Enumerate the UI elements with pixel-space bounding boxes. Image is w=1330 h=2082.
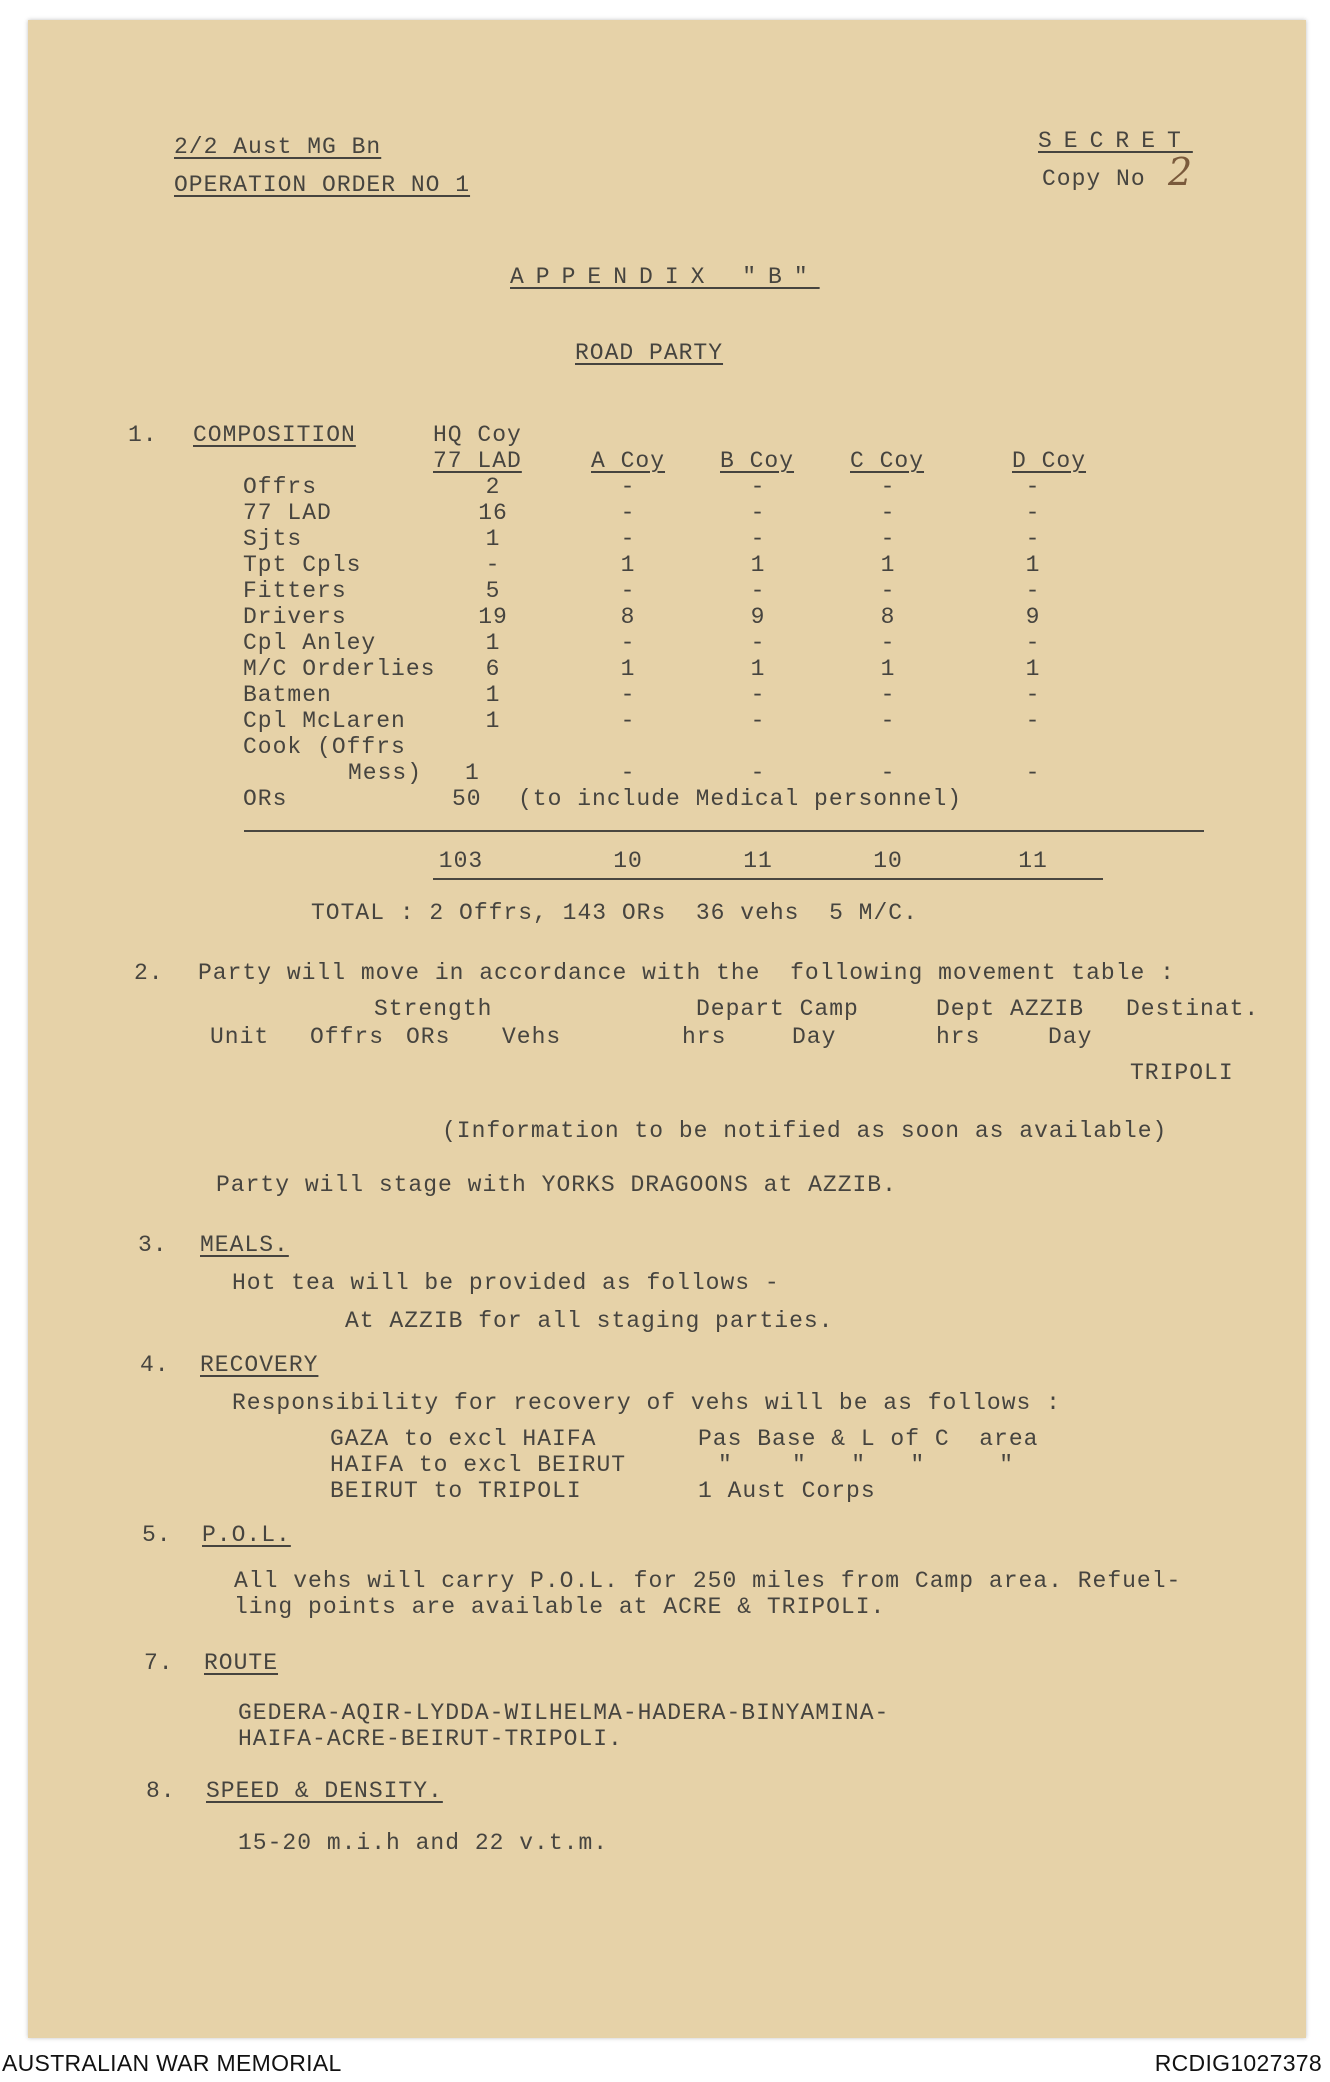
composition-cell-hq: 1 [485,526,501,552]
recovery-intro: Responsibility for recovery of vehs will be as follows : [232,1390,1061,1416]
composition-cell-hq: 6 [485,656,501,682]
vehs-col: Vehs [502,1024,562,1050]
composition-cell-c: - [880,526,896,552]
composition-cell-d: - [1025,474,1041,500]
composition-row-label: Fitters [243,578,347,604]
recovery-resp-3: 1 Aust Corps [698,1478,876,1504]
day-col-2: Day [1048,1024,1093,1050]
recovery-route-1: GAZA to excl HAIFA [330,1426,597,1452]
destination-header: Destinat. [1126,996,1260,1022]
composition-cell-d: - [1025,708,1041,734]
composition-row-label: Batmen [243,682,332,708]
composition-cell-c: 8 [880,604,896,630]
dept-azzib-header: Dept AZZIB [936,996,1085,1022]
composition-cell-b: - [750,526,766,552]
total-rule [244,830,1204,832]
section-1-number: 1. [128,422,158,448]
composition-cell-c: - [880,578,896,604]
strength-header: Strength [374,996,493,1022]
total-underline [433,878,1103,880]
col-b-coy: B Coy [720,448,795,474]
cook-label-cont: Mess) [348,760,423,786]
ors-hq-value: 50 [452,786,482,812]
composition-cell-d: 1 [1025,656,1041,682]
composition-row-label: 77 LAD [243,500,332,526]
ors-col: ORs [406,1024,451,1050]
composition-cell-c: - [880,630,896,656]
composition-cell-d: - [1025,578,1041,604]
composition-cell-a: 1 [620,656,636,682]
footer-reference: RCDIG1027378 [1154,2050,1322,2076]
composition-row-label: Drivers [243,604,347,630]
recovery-resp-1: Pas Base & L of C area [698,1426,1039,1452]
ors-note: (to include Medical personnel) [518,786,963,812]
cook-c-value: - [880,760,896,786]
composition-row-label: Tpt Cpls [243,552,362,578]
section-8-number: 8. [146,1778,176,1804]
route-line-1: GEDERA-AQIR-LYDDA-WILHELMA-HADERA-BINYAMINA- [238,1700,890,1726]
classification-label: SECRET [1038,128,1193,154]
unit-col: Unit [210,1024,270,1050]
recovery-heading: RECOVERY [200,1352,319,1378]
cook-a-value: - [620,760,636,786]
meals-heading: MEALS. [200,1232,289,1258]
composition-cell-a: 1 [620,552,636,578]
meals-line-2: At AZZIB for all staging parties. [345,1308,834,1334]
total-c: 10 [873,848,903,874]
composition-row-label: Offrs [243,474,318,500]
section-2-number: 2. [134,960,164,986]
col-a-coy: A Coy [591,448,666,474]
composition-cell-c: 1 [880,552,896,578]
day-col-1: Day [792,1024,837,1050]
col-hq-coy: HQ Coy [433,422,522,448]
footer-institution: AUSTRALIAN WAR MEMORIAL [2,2050,342,2076]
col-d-coy: D Coy [1012,448,1087,474]
section-7-number: 7. [144,1650,174,1676]
composition-cell-b: - [750,578,766,604]
total-d: 11 [1018,848,1048,874]
composition-row-label: Sjts [243,526,303,552]
pol-heading: P.O.L. [202,1522,291,1548]
recovery-route-2: HAIFA to excl BEIRUT [330,1452,627,1478]
col-77-lad: 77 LAD [433,448,522,474]
composition-cell-b: - [750,682,766,708]
composition-cell-hq: 16 [478,500,508,526]
meals-line-1: Hot tea will be provided as follows - [232,1270,780,1296]
cook-hq-value: 1 [465,760,480,786]
composition-cell-hq: - [485,552,501,578]
composition-cell-d: - [1025,682,1041,708]
total-a: 10 [613,848,643,874]
composition-cell-c: - [880,682,896,708]
speed-density-line: 15-20 m.i.h and 22 v.t.m. [238,1830,609,1856]
depart-camp-header: Depart Camp [696,996,859,1022]
speed-density-heading: SPEED & DENSITY. [206,1778,443,1804]
grand-total: TOTAL : 2 Offrs, 143 ORs 36 vehs 5 M/C. [311,900,918,926]
copy-number-handwritten: 2 [1168,150,1193,194]
composition-cell-b: - [750,708,766,734]
composition-cell-a: - [620,708,636,734]
composition-cell-b: 1 [750,656,766,682]
ors-label: ORs [243,786,288,812]
information-note: (Information to be notified as soon as available) [442,1118,1168,1144]
composition-cell-a: - [620,526,636,552]
offrs-col: Offrs [310,1024,385,1050]
recovery-resp-2: " " " " " [718,1452,1015,1478]
composition-cell-hq: 5 [485,578,501,604]
section-4-number: 4. [140,1352,170,1378]
composition-cell-hq: 1 [485,682,501,708]
composition-cell-c: 1 [880,656,896,682]
composition-cell-hq: 2 [485,474,501,500]
col-c-coy: C Coy [850,448,925,474]
composition-cell-c: - [880,708,896,734]
composition-cell-d: 9 [1025,604,1041,630]
pol-line-2: ling points are available at ACRE & TRIPOLI. [234,1594,886,1620]
composition-heading: COMPOSITION [193,422,356,448]
hrs-col-1: hrs [682,1024,727,1050]
composition-cell-d: - [1025,526,1041,552]
composition-cell-c: - [880,500,896,526]
composition-cell-a: - [620,630,636,656]
composition-row-label: M/C Orderlies [243,656,436,682]
appendix-title: APPENDIX "B" [510,264,820,290]
composition-cell-d: 1 [1025,552,1041,578]
destination-tripoli: TRIPOLI [1130,1060,1234,1086]
composition-cell-a: - [620,500,636,526]
order-heading: OPERATION ORDER NO 1 [174,172,471,198]
document-page [28,20,1306,2038]
composition-cell-c: - [880,474,896,500]
composition-cell-b: 9 [750,604,766,630]
composition-row-label: Cpl McLaren [243,708,406,734]
recovery-route-3: BEIRUT to TRIPOLI [330,1478,582,1504]
composition-cell-b: 1 [750,552,766,578]
road-party-subtitle: ROAD PARTY [575,340,724,366]
unit-heading: 2/2 Aust MG Bn [174,134,382,160]
cook-d-value: - [1025,760,1041,786]
cook-b-value: - [750,760,766,786]
total-b: 11 [743,848,773,874]
composition-cell-a: - [620,474,636,500]
section-5-number: 5. [142,1522,172,1548]
composition-cell-b: - [750,630,766,656]
composition-cell-a: 8 [620,604,636,630]
composition-cell-d: - [1025,630,1041,656]
staging-note: Party will stage with YORKS DRAGOONS at AZZIB. [216,1172,897,1198]
pol-line-1: All vehs will carry P.O.L. for 250 miles from Camp area. Refuel- [234,1568,1182,1594]
composition-row-label: Cpl Anley [243,630,377,656]
composition-cell-b: - [750,474,766,500]
composition-cell-hq: 19 [478,604,508,630]
composition-cell-b: - [750,500,766,526]
composition-cell-a: - [620,578,636,604]
total-hq: 103 [438,848,484,874]
composition-cell-d: - [1025,500,1041,526]
copy-label: Copy No [1042,166,1146,192]
hrs-col-2: hrs [936,1024,981,1050]
cook-label: Cook (Offrs [243,734,406,760]
composition-cell-hq: 1 [485,630,501,656]
composition-cell-hq: 1 [485,708,501,734]
section-3-number: 3. [138,1232,168,1258]
route-heading: ROUTE [204,1650,279,1676]
composition-cell-a: - [620,682,636,708]
movement-intro: Party will move in accordance with the following movement table : [198,960,1175,986]
route-line-2: HAIFA-ACRE-BEIRUT-TRIPOLI. [238,1726,623,1752]
